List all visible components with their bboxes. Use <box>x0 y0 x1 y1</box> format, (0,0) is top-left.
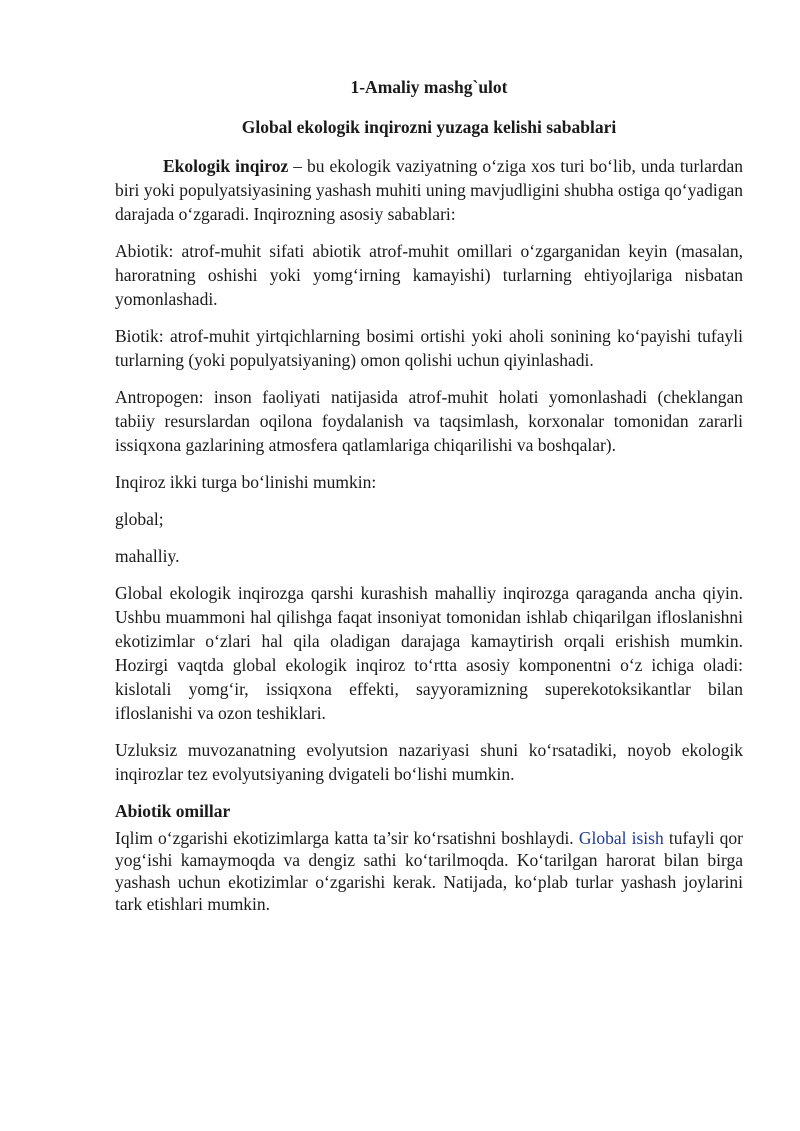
abiotic-paragraph <box>115 827 743 915</box>
page-title: 1-Amaliy mashg`ulot <box>350 77 508 97</box>
types-intro: Inqiroz ikki turga bo‘linishi mumkin: <box>115 472 377 492</box>
intro-text: – bu ekologik vaziyatning o‘ziga xos turi bo‘lib, unda turlardan biri yoki populyatsiyasining yashash muhiti uning mavjudligini shubha ostiga qo‘yadigan darajada o‘zgaradi. Inqirozning asosiy sabablari: <box>115 156 743 224</box>
page-subtitle: Global ekologik inqirozni yuzaga kelishi sabablari <box>241 117 617 137</box>
intro-paragraph <box>115 154 743 226</box>
abiotic-text-after: tufayli qor yog‘ishi kamaymoqda va dengiz sathi ko‘tarilmoqda. Ko‘tarilgan harorat bilan birga yashash uchun ekotizimlar o‘zgarishi kerak. Natijada, ko‘plab turlar yashash joylarini tark etishlari mumkin. <box>115 828 743 914</box>
cause-abiotic: Abiotik: atrof-muhit sifati abiotik atrof-muhit omillari o‘zgarganidan keyin (masalan, haroratning oshishi yoki yomg‘irning kamayishi) turlarning ehtiyojlariga nisbatan yomonlashadi. <box>115 241 743 309</box>
abiotic-text-before: Iqlim o‘zgarishi ekotizimlarga katta ta’sir ko‘rsatishni boshlaydi. <box>115 828 579 848</box>
type-local: mahalliy. <box>115 546 180 566</box>
cause-biotic: Biotik: atrof-muhit yirtqichlarning bosimi ortishi yoki aholi sonining ko‘payishi tufayli turlarning (yoki populyatsiyaning) omon qolishi uchun qiyinlashadi. <box>115 326 743 370</box>
evolution-theory-paragraph: Uzluksiz muvozanatning evolyutsion nazariyasi shuni ko‘rsatadiki, noyob ekologik inqirozlar tez evolyutsiyaning dvigateli bo‘lishi mumkin. <box>115 740 743 784</box>
global-warming-link[interactable]: Global isish <box>578 828 664 848</box>
type-global: global; <box>115 509 164 529</box>
cause-anthropogenic: Antropogen: inson faoliyati natijasida atrof-muhit holati yomonlashadi (cheklangan tabiiy resurslardan oqilona foydalanish va taqsimlash, korxonalar tomonidan zararli issiqxona gazlarining atmosfera qatlamlariga chiqarilishi va boshqalar). <box>115 387 743 455</box>
abiotic-heading: Abiotik omillar <box>115 801 231 821</box>
global-crisis-paragraph: Global ekologik inqirozga qarshi kurashish mahalliy inqirozga qaraganda ancha qiyin. Ushbu muammoni hal qilishga faqat insoniyat tomonidan ishlab chiqarilgan ifloslanishni ekotizimlar o‘zlari hal qila oladigan darajaga kamaytirish orqali erishish mumkin. Hozirgi vaqtda global ekologik inqiroz to‘rtta asosiy komponentni o‘z ichiga oladi: kislotali yomg‘ir, issiqxona effekti, sayyoramizning superekotoksikantlar bilan ifloslanishi va ozon teshiklari. <box>115 583 743 723</box>
intro-term: Ekologik inqiroz <box>163 156 289 176</box>
